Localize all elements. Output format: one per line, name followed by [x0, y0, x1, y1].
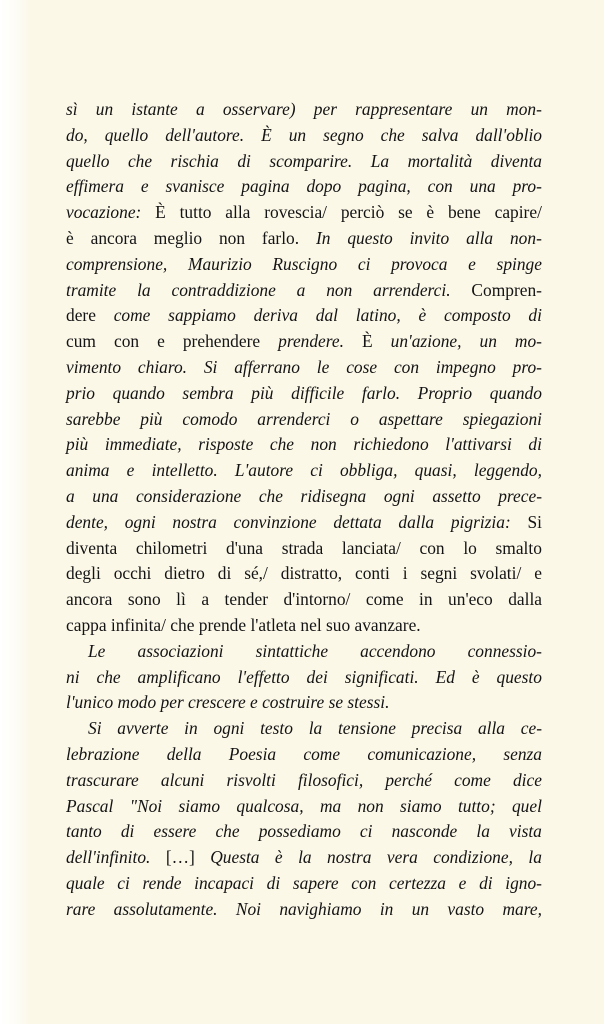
text-word: l'attivarsi — [445, 434, 512, 455]
text-word: in — [184, 718, 198, 739]
text-word: i — [402, 563, 408, 584]
text-word: accendono — [360, 640, 436, 661]
text-line — [66, 897, 542, 923]
text-word: prendere. — [278, 331, 344, 352]
text-word: un — [470, 99, 488, 119]
text-word: cum — [66, 331, 96, 352]
text-word: rende — [142, 872, 182, 893]
text-word: d'una — [226, 537, 263, 558]
text-word: tutto; — [457, 795, 496, 816]
text-line — [66, 742, 542, 768]
text-word: assolutamente. — [113, 898, 218, 919]
text-word: quando — [489, 382, 542, 403]
text-word: Questa — [210, 847, 260, 868]
text-word: sintattiche — [255, 640, 329, 661]
text-word: a — [66, 485, 75, 506]
text-word: trascurare — [66, 769, 139, 790]
text-word: rare — [66, 898, 96, 919]
text-word: associazioni — [137, 640, 224, 661]
text-word: con — [427, 176, 453, 197]
text-word: […] — [165, 847, 195, 868]
text-word: è — [471, 666, 480, 687]
text-word: dal — [315, 305, 339, 326]
text-line — [66, 690, 542, 716]
text-word: essere — [153, 821, 197, 842]
text-word: d'intorno/ — [283, 589, 351, 610]
text-line — [66, 252, 542, 278]
text-word: farlo. — [261, 227, 300, 248]
text-word: perciò — [340, 202, 385, 223]
text-word: la — [528, 847, 542, 868]
text-word: invito — [409, 227, 450, 248]
text-word: Poesia — [228, 743, 277, 764]
text-word: un — [288, 124, 307, 145]
text-word: diventa — [66, 537, 118, 558]
text-line — [66, 639, 542, 665]
text-word: di — [528, 305, 542, 326]
text-word: l'effetto — [237, 666, 290, 687]
text-word: connessio- — [467, 640, 542, 661]
text-word: non- — [509, 227, 542, 248]
text-word: per — [313, 99, 337, 119]
text-line — [66, 484, 542, 510]
text-word: dente, — [66, 511, 109, 532]
text-word: la — [137, 279, 151, 300]
text-word: non — [310, 434, 337, 455]
text-word: dice — [512, 769, 542, 790]
text-word: di — [120, 821, 135, 842]
text-word: incapaci — [194, 872, 255, 893]
text-word: diventa — [490, 150, 542, 171]
text-word: non — [326, 279, 353, 300]
text-line — [66, 355, 542, 381]
text-word: capire/ — [494, 202, 542, 223]
text-word: dettata — [333, 511, 382, 532]
text-word: ci — [357, 253, 371, 274]
text-word: non — [218, 227, 246, 248]
text-word: significati. — [344, 666, 419, 687]
text-word: strada — [281, 537, 324, 558]
text-word: nostra — [327, 847, 372, 868]
text-word: Si — [527, 511, 542, 532]
text-word: svanisce — [165, 176, 225, 197]
text-line — [66, 432, 542, 458]
text-word: con — [419, 537, 445, 558]
text-word: come — [113, 305, 151, 326]
text-word: lanciata/ — [341, 537, 401, 558]
text-word: Ruscigno — [272, 253, 338, 274]
text-word: distratto, — [280, 563, 343, 584]
text-word: mortalità — [407, 150, 473, 171]
text-word: perché — [385, 769, 432, 790]
text-word: ancora — [66, 589, 113, 610]
text-word: con — [113, 331, 140, 352]
text-word: che — [215, 821, 240, 842]
text-word: dere — [66, 305, 96, 326]
text-word: alla — [477, 718, 506, 739]
text-line — [66, 200, 542, 226]
text-word: rischia — [170, 150, 219, 171]
text-word: È — [155, 202, 166, 223]
text-word: mo- — [514, 331, 542, 352]
text-word: non — [357, 795, 384, 816]
text-line — [66, 768, 542, 794]
text-word: dell'infinito. — [66, 847, 151, 868]
text-word: rappresentare — [355, 99, 453, 119]
text-word: impegno — [435, 356, 496, 377]
text-word: segno — [323, 124, 364, 145]
body-text — [66, 97, 542, 923]
text-word: bene — [447, 202, 481, 223]
text-line — [66, 381, 542, 407]
text-word: testo — [260, 718, 293, 739]
text-word: comodo — [182, 408, 238, 429]
text-word: pagina — [241, 176, 290, 197]
text-word: alla — [225, 202, 251, 223]
text-word: smalto — [495, 537, 542, 558]
text-word: igno- — [505, 872, 542, 893]
text-word: un — [479, 331, 497, 352]
text-word: di — [266, 872, 281, 893]
text-line — [66, 303, 542, 329]
text-line — [66, 458, 542, 484]
text-word: in — [419, 589, 433, 610]
text-word: quello — [66, 150, 110, 171]
text-word: vista — [509, 821, 542, 842]
text-word: Proprio — [417, 382, 473, 403]
text-line — [66, 871, 542, 897]
text-word: occhi — [113, 563, 152, 584]
text-word: che — [269, 434, 295, 455]
text-word: una — [469, 176, 496, 197]
text-word: che — [258, 485, 283, 506]
text-word: lo — [463, 537, 477, 558]
text-word: lebrazione — [66, 743, 140, 764]
text-line — [66, 845, 542, 871]
text-word: prece- — [498, 485, 542, 506]
text-word: dietro — [164, 563, 205, 584]
text-line — [66, 97, 542, 123]
text-word: più — [66, 434, 89, 455]
text-line — [66, 536, 542, 562]
text-word: sé,/ — [244, 563, 268, 584]
text-word: ogni — [213, 718, 245, 739]
text-word: degli — [66, 563, 101, 584]
text-word: questo — [347, 227, 393, 248]
text-word: risvolti — [226, 769, 276, 790]
text-word: svolati/ — [470, 563, 522, 584]
text-word: di — [237, 150, 251, 171]
text-word: la — [308, 718, 323, 739]
text-word: senza — [503, 743, 542, 764]
text-word: e — [140, 176, 149, 197]
text-word: convinzione — [233, 511, 317, 532]
text-word: un'azione, — [390, 331, 462, 352]
text-word: arrenderci. — [373, 279, 451, 300]
text-word: più — [140, 408, 163, 429]
text-word: rovescia/ — [264, 202, 327, 223]
text-word: arrenderci — [257, 408, 331, 429]
text-word: cappa infinita/ che prende l'atleta nel suo avanzare. — [66, 614, 421, 635]
text-word: sì — [66, 99, 78, 119]
text-word: che — [127, 150, 153, 171]
text-word: ci — [310, 460, 323, 481]
text-word: cose — [346, 356, 378, 377]
text-word: pagina, — [358, 176, 411, 197]
text-word: e — [468, 253, 476, 274]
text-word: pigrizia: — [450, 511, 511, 532]
text-word: precisa — [411, 718, 463, 739]
text-word: Maurizio — [187, 253, 252, 274]
text-word: Noi — [235, 898, 261, 919]
text-word: vasto — [447, 898, 485, 919]
text-word: La — [370, 150, 390, 171]
text-word: nostra — [172, 511, 217, 532]
paragraph — [66, 716, 542, 922]
text-word: pro- — [512, 176, 542, 197]
text-word: è — [426, 202, 435, 223]
text-word: scomparire. — [269, 150, 353, 171]
text-word: Si — [88, 718, 102, 739]
text-word: o — [350, 408, 359, 429]
text-word: che — [380, 124, 405, 145]
text-word: spiegazioni — [462, 408, 542, 429]
text-word: la — [298, 847, 312, 868]
text-word: spinge — [496, 253, 542, 274]
text-word: sappiamo — [168, 305, 236, 326]
text-word: un — [95, 99, 114, 119]
text-line — [66, 794, 542, 820]
text-word: e — [534, 563, 542, 584]
text-word: se — [398, 202, 413, 223]
paragraph — [66, 97, 542, 639]
text-word: meglio — [153, 227, 203, 248]
text-word: quale — [66, 872, 105, 893]
text-word: la — [476, 821, 490, 842]
text-word: Pascal — [66, 795, 114, 816]
text-word: ridisegna — [300, 485, 367, 506]
text-word: più — [251, 382, 274, 403]
text-line — [66, 149, 542, 175]
text-word: navighiamo — [279, 898, 362, 919]
text-word: sono — [127, 589, 161, 610]
text-word: richiedono — [353, 434, 429, 455]
page-left-edge — [0, 0, 30, 1024]
text-line — [66, 587, 542, 613]
text-word: e — [157, 331, 165, 352]
text-line — [66, 510, 542, 536]
text-word: come — [454, 769, 491, 790]
text-word: dall'oblio — [475, 124, 542, 145]
text-word: con — [393, 356, 420, 377]
text-word: l'unico modo per crescere e costruire se stessi. — [66, 692, 390, 713]
text-word: mon- — [506, 99, 542, 119]
text-word: mare, — [502, 898, 542, 919]
text-word: e — [126, 460, 135, 481]
text-line — [66, 329, 542, 355]
text-word: a — [195, 99, 205, 119]
text-word: Ed — [435, 666, 455, 687]
text-word: amplificano — [137, 666, 221, 687]
text-line — [66, 407, 542, 433]
text-word: di — [528, 434, 542, 455]
text-line — [66, 716, 542, 742]
text-word: un — [411, 898, 430, 919]
text-word: avverte — [117, 718, 169, 739]
text-word: anima — [66, 460, 110, 481]
text-word: come — [365, 589, 404, 610]
text-word: dell'autore. — [165, 124, 245, 145]
text-word: In — [315, 227, 331, 248]
text-line — [66, 665, 542, 691]
text-word: difficile — [291, 382, 345, 403]
text-word: qualcosa, — [236, 795, 304, 816]
text-word: a — [201, 589, 210, 610]
text-word: le — [316, 356, 330, 377]
text-word: è — [66, 227, 74, 248]
text-word: tutto — [179, 202, 212, 223]
text-word: sapere — [292, 872, 339, 893]
text-word: assetto — [432, 485, 481, 506]
text-word: un'eco — [448, 589, 493, 610]
text-word: Compren- — [471, 279, 542, 300]
text-word: una — [92, 485, 119, 506]
text-word: comprensione, — [66, 253, 168, 274]
text-word: farlo. — [361, 382, 401, 403]
text-word: ni — [66, 666, 80, 687]
text-word: ogni — [383, 485, 415, 506]
text-word: che — [96, 666, 121, 687]
text-word: latino, — [355, 305, 401, 326]
text-word: dopo — [306, 176, 342, 197]
paragraph — [66, 639, 542, 716]
text-word: immediate, — [104, 434, 182, 455]
text-word: è — [418, 305, 427, 326]
text-word: tanto — [66, 821, 102, 842]
text-word: vera — [386, 847, 418, 868]
text-word: è — [274, 847, 283, 868]
text-word: quasi, — [414, 460, 457, 481]
text-word: tender — [224, 589, 268, 610]
text-word: comunicazione, — [367, 743, 477, 764]
text-word: L'autore — [234, 460, 294, 481]
text-word: condizione, — [433, 847, 513, 868]
text-word: dalla — [508, 589, 542, 610]
text-line — [66, 819, 542, 845]
text-word: aspettare — [378, 408, 443, 429]
text-word: possediamo — [258, 821, 341, 842]
text-word: afferrano — [234, 356, 300, 377]
text-line — [66, 613, 542, 639]
text-word: sarebbe — [66, 408, 121, 429]
text-word: questo — [496, 666, 542, 687]
text-word: quel — [511, 795, 542, 816]
text-word: chiaro. — [137, 356, 188, 377]
text-word: tramite — [66, 279, 117, 300]
text-word: con — [351, 872, 377, 893]
text-word: ce- — [520, 718, 542, 739]
text-word: ma — [319, 795, 342, 816]
text-word: di — [217, 563, 232, 584]
text-word: leggendo, — [473, 460, 542, 481]
text-word: È — [261, 124, 272, 145]
text-word: effimera — [66, 176, 124, 197]
text-word: dalla — [398, 511, 435, 532]
text-line — [66, 561, 542, 587]
text-word: istante — [131, 99, 178, 119]
text-word: tensione — [337, 718, 396, 739]
text-line — [66, 174, 542, 200]
text-word: È — [361, 331, 373, 352]
text-word: certezza — [389, 872, 447, 893]
text-word: composto — [443, 305, 511, 326]
text-word: ogni — [124, 511, 156, 532]
text-word: quando — [112, 382, 165, 403]
text-word: nasconde — [391, 821, 458, 842]
text-word: in — [379, 898, 394, 919]
text-word: vimento — [66, 356, 122, 377]
text-word: prehendere — [182, 331, 261, 352]
text-word: do, — [66, 124, 88, 145]
text-word: Si — [203, 356, 218, 377]
text-word: provoca — [391, 253, 448, 274]
text-word: dei — [306, 666, 328, 687]
text-word: alcuni — [160, 769, 205, 790]
text-word: e — [458, 872, 467, 893]
text-word: salva — [421, 124, 459, 145]
text-word: considerazione — [135, 485, 242, 506]
text-word: prio — [66, 382, 95, 403]
text-word: vocazione: — [66, 202, 142, 223]
text-word: alla — [466, 227, 494, 248]
text-word: Le — [88, 640, 106, 661]
text-word: lì — [176, 589, 186, 610]
text-word: osservare) — [222, 99, 296, 119]
text-word: intelletto. — [151, 460, 218, 481]
text-word: siamo — [400, 795, 442, 816]
text-word: segni — [420, 563, 458, 584]
text-word: di — [479, 872, 493, 893]
text-line — [66, 123, 542, 149]
text-word: quello — [104, 124, 149, 145]
text-word: deriva — [253, 305, 299, 326]
text-word: pro- — [512, 356, 542, 377]
text-word: "Noi — [129, 795, 163, 816]
text-word: siamo — [178, 795, 221, 816]
text-word: sembra — [182, 382, 234, 403]
text-word: obbliga, — [339, 460, 398, 481]
text-word: della — [166, 743, 202, 764]
text-word: risposte — [198, 434, 254, 455]
text-word: chilometri — [135, 537, 208, 558]
text-word: come — [303, 743, 341, 764]
text-word: filosofici, — [297, 769, 364, 790]
text-word: conti — [355, 563, 390, 584]
text-word: ancora — [90, 227, 137, 248]
text-word: contraddizione — [171, 279, 276, 300]
text-word: a — [296, 279, 306, 300]
text-line — [66, 278, 542, 304]
text-line — [66, 226, 542, 252]
text-word: ci — [117, 872, 130, 893]
text-word: ci — [359, 821, 373, 842]
